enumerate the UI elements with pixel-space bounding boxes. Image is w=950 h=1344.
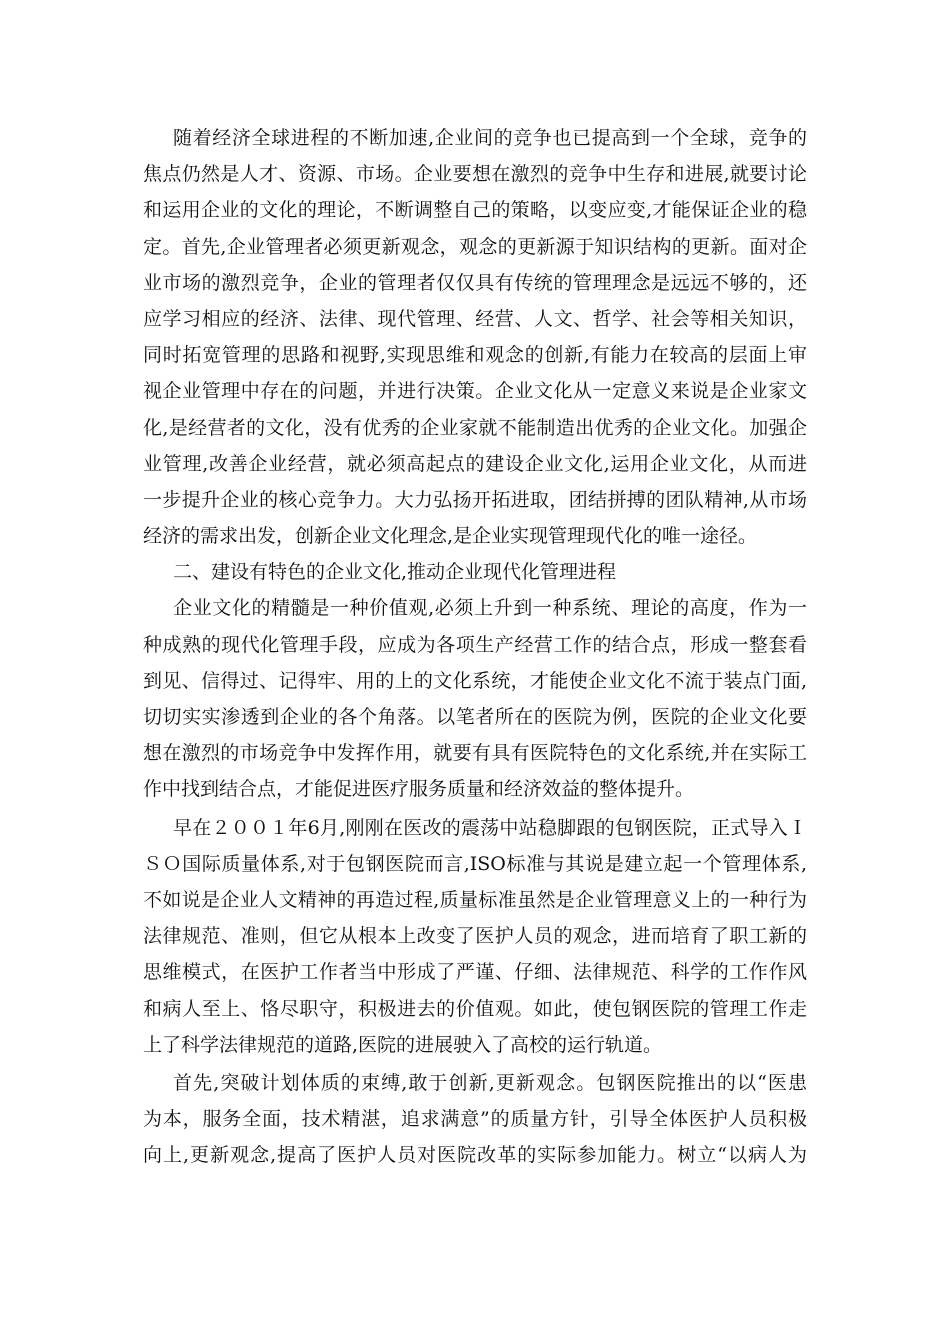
text-line: 上了科学法律规范的道路,医院的进展驶入了高校的运行轨道。 [143, 1033, 663, 1056]
text-line: 一步提升企业的核心竞争力。大力弘扬开拓进取，团结拼搏的团队精神,从市场 [143, 488, 807, 511]
text-line: 定。首先,企业管理者必须更新观念，观念的更新源于知识结构的更新。面对企 [143, 235, 807, 258]
text-line: 应学习相应的经济、法律、现代管理、经营、人文、哲学、社会等相关知识， [143, 307, 807, 330]
document-body [143, 120, 807, 1173]
heading-text: 二、建设有特色的企业文化,推动企业现代化管理进程 [173, 561, 617, 584]
text-line: ＳＯ国际质量体系,对于包钢医院而言,ISO标准与其说是建立起一个管理体系, [143, 852, 807, 875]
section-heading [143, 554, 807, 590]
text-line: 业市场的激烈竞争，企业的管理者仅仅具有传统的管理理念是远远不够的，还 [143, 271, 807, 294]
text-line: 化,是经营者的文化，没有优秀的企业家就不能制造出优秀的企业文化。加强企 [143, 416, 807, 439]
text-line: 到见、信得过、记得牢、用的上的文化系统，才能使企业文化不流于装点门面, [143, 669, 807, 692]
text-line: 首先,突破计划体质的束缚,敢于创新,更新观念。包钢医院推出的以“医患 [173, 1071, 807, 1094]
text-line: 和病人至上、恪尽职守，积极进去的价值观。如此，使包钢医院的管理工作走 [143, 997, 807, 1020]
text-line: 焦点仍然是人才、资源、市场。企业要想在激烈的竞争中生存和进展,就要讨论 [143, 163, 807, 186]
paragraph [143, 590, 807, 807]
text-line: 视企业管理中存在的问题，并进行决策。企业文化从一定意义来说是企业家文 [143, 380, 807, 403]
text-line: 随着经济全球进程的不断加速,企业间的竞争也已提高到一个全球，竞争的 [173, 127, 807, 149]
text-line: 想在激烈的市场竞争中发挥作用，就要有具有医院特色的文化系统,并在实际工 [143, 742, 807, 765]
text-line: 种成熟的现代化管理手段，应成为各项生产经营工作的结合点，形成一整套看 [143, 633, 807, 656]
text-line: 不如说是企业人文精神的再造过程,质量标准虽然是企业管理意义上的一种行为 [143, 888, 807, 911]
text-line: 切切实实渗透到企业的各个角落。以笔者所在的医院为例，医院的企业文化要 [143, 706, 807, 728]
text-line: 经济的需求出发，创新企业文化理念,是企业实现管理现代化的唯一途径。 [143, 525, 758, 548]
text-line: 企业文化的精髓是一种价值观,必须上升到一种系统、理论的高度，作为一 [173, 597, 807, 620]
text-line: 为本，服务全面，技术精湛，追求满意”的质量方针，引导全体医护人员积极 [143, 1108, 807, 1131]
text-line: 向上,更新观念,提高了医护人员对医院改革的实际参加能力。树立“以病人为 [143, 1144, 807, 1167]
text-line: 作中找到结合点，才能促进医疗服务质量和经济效益的整体提升。 [143, 778, 695, 801]
text-line: 同时拓宽管理的思路和视野,实现思维和观念的创新,有能力在较高的层面上审 [143, 344, 807, 367]
text-line: 和运用企业的文化的理论，不断调整自己的策略，以变应变,才能保证企业的稳 [143, 199, 807, 222]
text-line: 思维模式，在医护工作者当中形成了严谨、仔细、法律规范、科学的工作作风 [143, 961, 807, 984]
paragraph [143, 810, 807, 1063]
text-line: 业管理,改善企业经营，就必须高起点的建设企业文化,运用企业文化，从而进 [143, 452, 807, 475]
text-line: 法律规范、准则，但它从根本上改变了医护人员的观念，进而培育了职工新的 [143, 925, 807, 948]
paragraph [143, 1065, 807, 1174]
paragraph [143, 120, 807, 554]
text-line: 早在２００１年6月,刚刚在医改的震荡中站稳脚跟的包钢医院，正式导入Ｉ [173, 816, 807, 839]
